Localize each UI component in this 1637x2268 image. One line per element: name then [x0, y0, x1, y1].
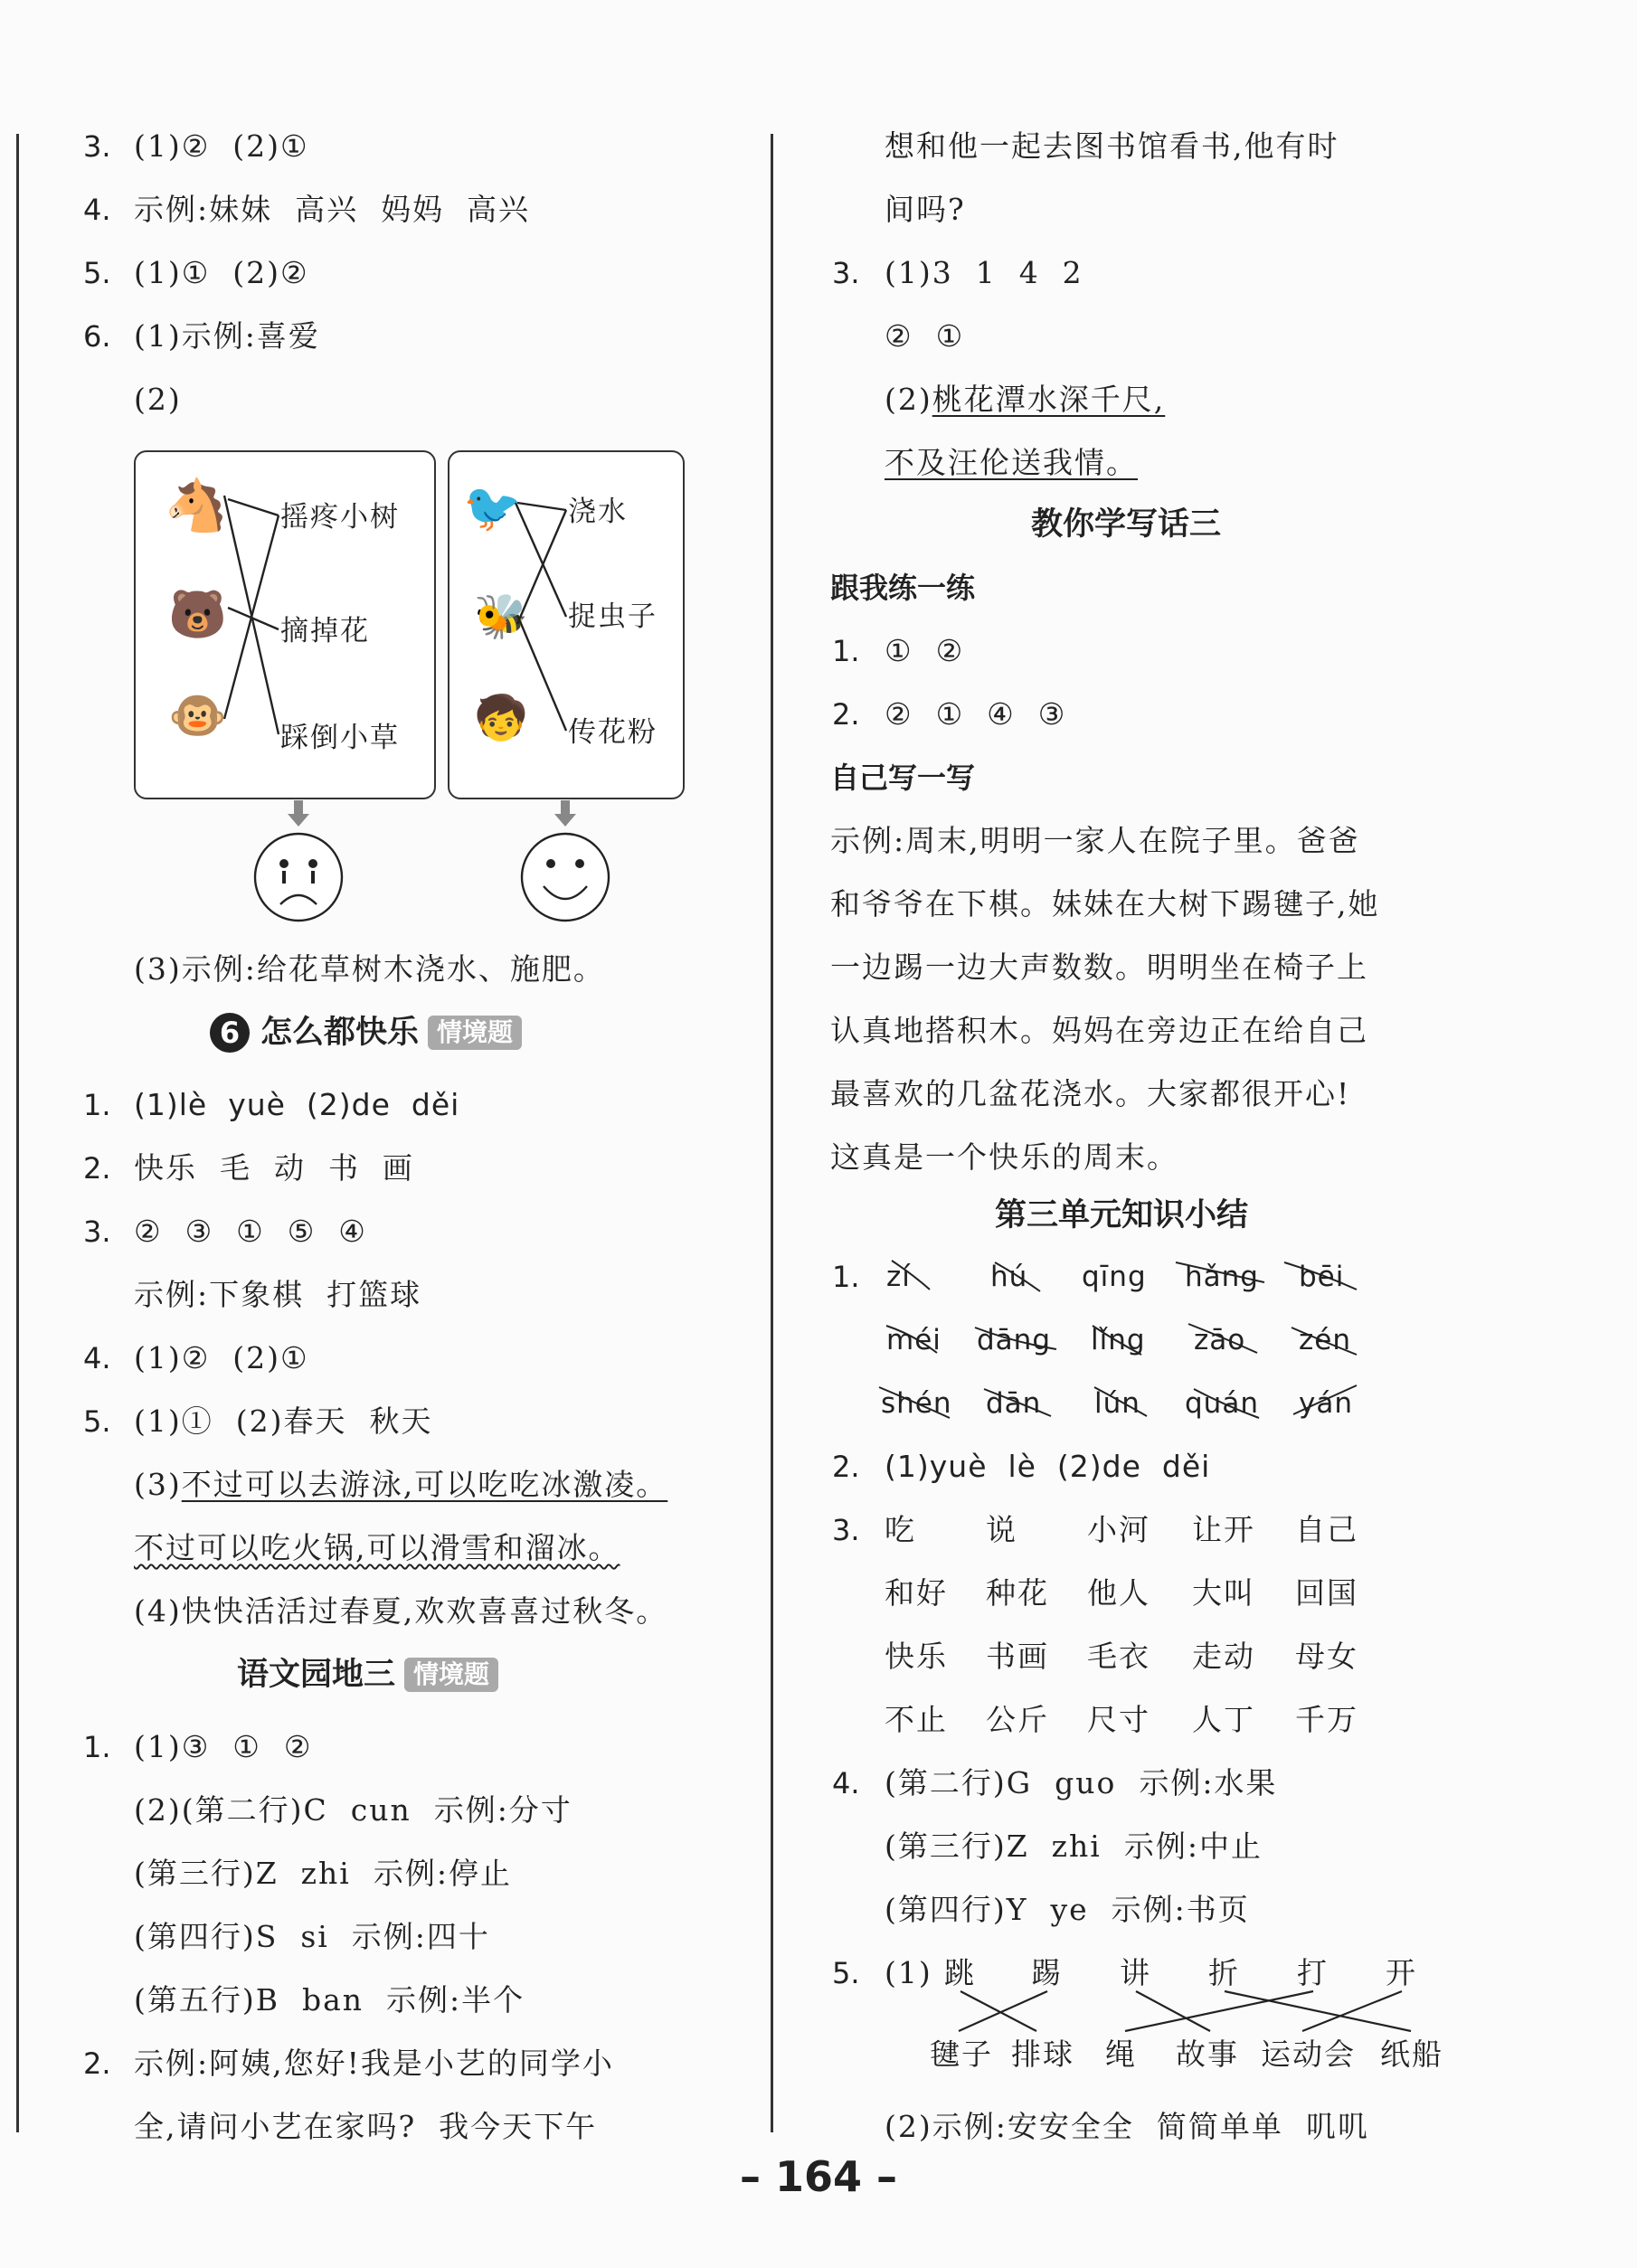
word: 毛衣: [1087, 1639, 1150, 1674]
item-number: 1.: [83, 1088, 111, 1122]
pinyin: hú: [990, 1261, 1028, 1293]
word: 让开: [1192, 1512, 1255, 1547]
scenario-badge: 情境题: [428, 1016, 522, 1050]
answer-line: (1)② (2)①: [134, 1340, 309, 1375]
item-number: 2.: [832, 697, 860, 732]
word: 吃: [885, 1512, 916, 1547]
scenario-badge: 情境题: [404, 1658, 498, 1692]
match-label: 摇疼小树: [280, 501, 400, 534]
word: 书画: [986, 1639, 1049, 1674]
answer-line: 示例:下象棋 打篮球: [134, 1277, 422, 1312]
answer-line: (1)③ ① ②: [134, 1729, 313, 1764]
word: 母女: [1295, 1639, 1358, 1674]
bird-icon: 🐦: [463, 481, 522, 535]
word: 不止: [885, 1702, 948, 1737]
sub-heading: 跟我练一练: [830, 571, 976, 605]
noun: 纸船: [1380, 2036, 1443, 2072]
noun: 绳: [1105, 2036, 1137, 2072]
answer-line: 快乐 毛 动 书 画: [134, 1150, 414, 1186]
answer-line: [134, 1467, 667, 1503]
word: 千万: [1295, 1702, 1358, 1737]
pinyin: yán: [1299, 1387, 1353, 1420]
item-number: 4.: [83, 193, 111, 227]
word: 和好: [885, 1575, 948, 1611]
pinyin: shén: [881, 1387, 952, 1420]
answer-line: (第五行)B ban 示例:半个: [134, 1982, 525, 2018]
answer-line: 间吗?: [885, 192, 966, 227]
item-number: 5.: [832, 1956, 860, 1990]
item-number: 1.: [832, 1260, 860, 1294]
answer-line: ② ① ④ ③: [885, 696, 1067, 732]
sub-heading: 自己写一写: [830, 761, 976, 795]
answer-line: (1)② (2)①: [134, 128, 309, 164]
word: 种花: [986, 1575, 1049, 1611]
happy-face-icon: [522, 834, 609, 921]
verb: 打: [1297, 1955, 1329, 1990]
answer-line: (第四行)Y ye 示例:书页: [885, 1892, 1250, 1927]
paragraph-line: 和爷爷在下棋。妹妹在大树下踢毽子,她: [830, 886, 1380, 921]
answer-line: (2)示例:安安全全 简简单单 叽叽: [885, 2109, 1369, 2144]
match-label: 踩倒小草: [280, 722, 400, 754]
pinyin: qīng: [1082, 1261, 1147, 1293]
verb: 开: [1386, 1955, 1417, 1990]
noun: 运动会: [1261, 2036, 1356, 2072]
paragraph-line: 示例:周末,明明一家人在院子里。爸爸: [830, 823, 1360, 858]
section-heading: 第三单元知识小结: [995, 1197, 1249, 1233]
word: 尺寸: [1087, 1702, 1150, 1737]
match-label: 捉虫子: [568, 600, 658, 633]
answer-line: 想和他一起去图书馆看书,他有时: [885, 128, 1339, 164]
lesson-number: 6: [210, 1013, 250, 1053]
word: 回国: [1295, 1575, 1358, 1611]
item-number: 3.: [832, 1513, 860, 1547]
answer-line: ② ①: [885, 318, 965, 354]
answer-line: (第三行)Z zhi 示例:停止: [134, 1856, 512, 1891]
boy-icon: 🧒: [474, 693, 528, 743]
item-number: 4.: [832, 1766, 860, 1800]
match-label: 传花粉: [568, 716, 658, 749]
item-number: 4.: [83, 1341, 111, 1375]
section-heading: [237, 1655, 498, 1695]
match-label: 浇水: [568, 496, 628, 528]
item-number: 1.: [83, 1730, 111, 1764]
lesson-title: 怎么都快乐: [260, 1015, 420, 1051]
pinyin: lǐng: [1091, 1324, 1146, 1356]
bee-icon: 🐝: [474, 591, 528, 642]
match-label: 摘掉花: [280, 615, 370, 647]
pinyin: hǎng: [1185, 1261, 1259, 1293]
paragraph-line: 认真地搭积木。妈妈在旁边正在给自己: [830, 1013, 1368, 1048]
word: 他人: [1087, 1575, 1150, 1611]
answer-line: (2): [134, 382, 182, 417]
answer-line: (1)lè yuè (2)de děi: [134, 1087, 460, 1122]
underlined-answer: 不及汪伦送我情。: [885, 445, 1138, 480]
pinyin: zāo: [1194, 1324, 1246, 1356]
pinyin: bēi: [1299, 1261, 1345, 1293]
answer-line: (1)① (2)②: [134, 255, 309, 290]
noun: 故事: [1176, 2036, 1239, 2072]
lesson-heading: [210, 1013, 522, 1053]
pinyin: méi: [886, 1324, 942, 1356]
verb: 跳: [944, 1955, 976, 1990]
item-number: 6.: [83, 319, 111, 354]
paragraph-line: 这真是一个快乐的周末。: [830, 1139, 1178, 1175]
item-number: 3.: [83, 129, 111, 164]
sad-face-icon: [255, 834, 342, 921]
word: 自己: [1295, 1512, 1358, 1547]
word: 小河: [1087, 1512, 1150, 1547]
item-number: 5.: [83, 1404, 111, 1439]
answer-line: (第三行)Z zhi 示例:中止: [885, 1829, 1263, 1864]
answer-line: ① ②: [885, 633, 965, 668]
word: 人丁: [1192, 1702, 1255, 1737]
answer-line: (1)yuè lè (2)de děi: [885, 1449, 1211, 1484]
pinyin: lún: [1094, 1387, 1140, 1420]
pinyin: zí: [886, 1261, 911, 1293]
item-number: 3.: [832, 256, 860, 290]
item-number: 5.: [83, 256, 111, 290]
word: 大叫: [1192, 1575, 1255, 1611]
answer-line: (第二行)G guo 示例:水果: [885, 1765, 1278, 1800]
answer-line: 示例:妹妹 高兴 妈妈 高兴: [134, 192, 531, 227]
answer-line: (1)① (2)春天 秋天: [134, 1403, 433, 1439]
bear-icon: 🐻: [168, 588, 227, 642]
sub-label: (1): [885, 1955, 932, 1990]
underlined-answer: 不过可以去游泳,可以吃吃冰激凌。: [181, 1467, 668, 1502]
word-matching-lines: [0, 1944, 1637, 2062]
sub-label: (3): [134, 1467, 182, 1502]
answer-line: 全,请问小艺在家吗? 我今天下午: [134, 2109, 598, 2144]
item-number: 2.: [83, 2046, 111, 2081]
item-number: 2.: [83, 1151, 111, 1186]
answer-line: [885, 445, 1138, 481]
paragraph-line: 最喜欢的几盆花浇水。大家都很开心!: [830, 1076, 1351, 1111]
item-number: 3.: [83, 1214, 111, 1249]
answer-line: (4)快快活活过春夏,欢欢喜喜过秋冬。: [134, 1593, 668, 1629]
section-title: 语文园地三: [237, 1657, 396, 1693]
answer-line: (3)示例:给花草树木浇水、施肥。: [134, 951, 605, 987]
answer-line: (1)示例:喜爱: [134, 318, 320, 354]
word: 说: [986, 1512, 1017, 1547]
page-number: – 164 –: [739, 2152, 898, 2201]
noun: 排球: [1011, 2036, 1074, 2072]
item-number: 1.: [832, 634, 860, 668]
matching-lines: [0, 0, 1637, 995]
answer-line: 示例:阿姨,您好!我是小艺的同学小: [134, 2046, 614, 2081]
answer-line: [885, 382, 1165, 418]
underlined-answer: 桃花潭水深千尺,: [932, 382, 1166, 417]
word: 公斤: [986, 1702, 1049, 1737]
underlined-answer: 不过可以吃火锅,可以滑雪和溜冰。: [134, 1530, 620, 1565]
section-heading: 教你学写话三: [1031, 506, 1222, 543]
answer-line: [134, 1530, 620, 1566]
pinyin: dān: [986, 1387, 1042, 1420]
pinyin: quán: [1185, 1387, 1259, 1420]
monkey-icon: 🐵: [168, 689, 227, 743]
verb: 讲: [1120, 1955, 1151, 1990]
sub-label: (2): [885, 382, 932, 417]
verb: 折: [1208, 1955, 1240, 1990]
word: 走动: [1192, 1639, 1255, 1674]
answer-line: (1)3 1 4 2: [885, 255, 1083, 290]
noun: 毽子: [930, 2036, 993, 2072]
answer-line: (第四行)S si 示例:四十: [134, 1919, 490, 1954]
verb: 踢: [1031, 1955, 1063, 1990]
pinyin: dāng: [977, 1324, 1051, 1356]
item-number: 2.: [832, 1450, 860, 1484]
answer-line: ② ③ ① ⑤ ④: [134, 1214, 367, 1249]
word: 快乐: [885, 1639, 948, 1674]
paragraph-line: 一边踢一边大声数数。明明坐在椅子上: [830, 950, 1368, 985]
pinyin-strikes: [0, 1248, 1637, 1429]
pinyin: zén: [1299, 1324, 1351, 1356]
answer-line: (2)(第二行)C cun 示例:分寸: [134, 1792, 572, 1828]
horse-icon: 🐴: [165, 477, 228, 535]
